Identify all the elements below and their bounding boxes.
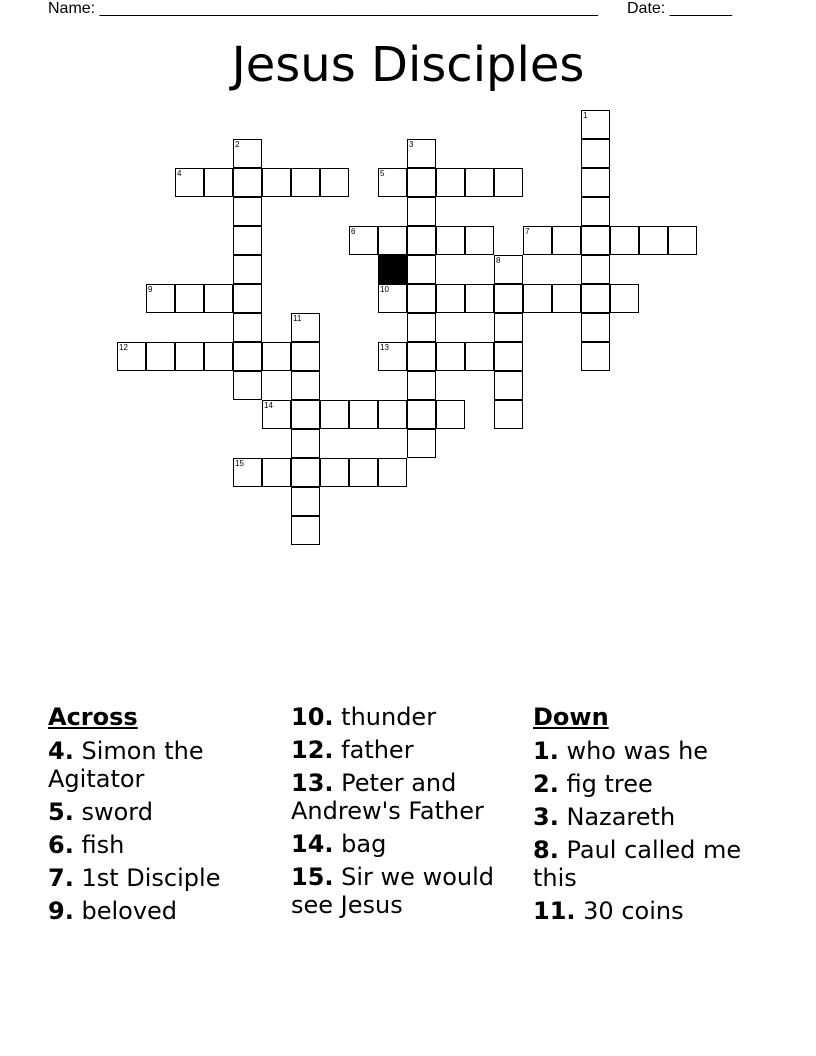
grid-cell[interactable] xyxy=(291,342,320,371)
grid-cell[interactable] xyxy=(581,342,610,371)
clue-number: 4 xyxy=(177,169,182,178)
grid-cell[interactable] xyxy=(494,168,523,197)
grid-cell[interactable] xyxy=(407,400,436,429)
grid-cell[interactable] xyxy=(233,255,262,284)
grid-cell[interactable] xyxy=(465,226,494,255)
grid-cell[interactable] xyxy=(407,197,436,226)
clue-number: 1 xyxy=(583,111,588,120)
grid-cell[interactable] xyxy=(378,168,407,197)
grid-cell[interactable] xyxy=(204,284,233,313)
clue-across-6: 6. fish xyxy=(48,831,125,859)
grid-cell[interactable] xyxy=(146,284,175,313)
grid-cell[interactable] xyxy=(233,342,262,371)
grid-cell[interactable] xyxy=(552,226,581,255)
grid-cell[interactable] xyxy=(378,458,407,487)
clue-across-7: 7. 1st Disciple xyxy=(48,864,221,892)
name-line: Name: ________________________________________________________ xyxy=(48,0,598,17)
across-clues-col1 xyxy=(48,703,278,930)
across-heading: Across xyxy=(48,703,138,731)
grid-cell[interactable] xyxy=(436,226,465,255)
grid-cell[interactable] xyxy=(436,168,465,197)
grid-cell[interactable] xyxy=(494,400,523,429)
grid-cell[interactable] xyxy=(494,313,523,342)
grid-cell[interactable] xyxy=(407,168,436,197)
clue-number: 3 xyxy=(409,140,414,149)
clue-number: 2 xyxy=(235,140,240,149)
clue-number: 7 xyxy=(525,227,530,236)
grid-cell[interactable] xyxy=(262,168,291,197)
clue-across-12: 12. father xyxy=(291,736,414,764)
grid-cell[interactable] xyxy=(581,139,610,168)
grid-cell[interactable] xyxy=(581,226,610,255)
grid-cell[interactable] xyxy=(233,313,262,342)
clue-number: 6 xyxy=(351,227,356,236)
clue-number: 13 xyxy=(380,343,389,352)
grid-cell[interactable] xyxy=(581,313,610,342)
grid-cell[interactable] xyxy=(291,429,320,458)
clue-down-1: 1. who was he xyxy=(533,737,709,765)
grid-cell[interactable] xyxy=(117,342,146,371)
grid-cell[interactable] xyxy=(494,284,523,313)
grid-cell[interactable] xyxy=(262,400,291,429)
clue-across-13: 13. Peter and Andrew's Father xyxy=(291,769,484,825)
grid-cell[interactable] xyxy=(320,458,349,487)
grid-cell[interactable] xyxy=(291,371,320,400)
clue-number: 5 xyxy=(380,169,385,178)
grid-cell[interactable] xyxy=(291,168,320,197)
down-clues xyxy=(533,703,763,930)
grid-cell[interactable] xyxy=(378,400,407,429)
grid-cell[interactable] xyxy=(349,226,378,255)
page-title: Jesus Disciples xyxy=(231,37,585,93)
grid-cell[interactable] xyxy=(175,342,204,371)
grid-cell[interactable] xyxy=(610,284,639,313)
grid-cell[interactable] xyxy=(291,458,320,487)
black-cell xyxy=(378,255,407,284)
grid-cell[interactable] xyxy=(581,168,610,197)
grid-cell[interactable] xyxy=(320,400,349,429)
grid-cell[interactable] xyxy=(233,458,262,487)
grid-cell[interactable] xyxy=(175,168,204,197)
clue-number: 12 xyxy=(119,343,128,352)
grid-cell[interactable] xyxy=(407,255,436,284)
grid-cell[interactable] xyxy=(436,284,465,313)
grid-cell[interactable] xyxy=(523,226,552,255)
grid-cell[interactable] xyxy=(204,168,233,197)
clue-across-14: 14. bag xyxy=(291,830,387,858)
clue-number: 9 xyxy=(148,285,153,294)
clue-number: 8 xyxy=(496,256,501,265)
grid-cell[interactable] xyxy=(552,284,581,313)
grid-cell[interactable] xyxy=(233,139,262,168)
grid-cell[interactable] xyxy=(349,458,378,487)
grid-cell[interactable] xyxy=(233,168,262,197)
grid-cell[interactable] xyxy=(494,342,523,371)
clue-down-3: 3. Nazareth xyxy=(533,803,676,831)
across-clues-col2 xyxy=(291,703,521,924)
grid-cell[interactable] xyxy=(146,342,175,371)
clue-number: 10 xyxy=(380,285,389,294)
clue-number: 11 xyxy=(293,314,302,323)
grid-cell[interactable] xyxy=(291,313,320,342)
grid-cell[interactable] xyxy=(494,371,523,400)
clue-across-9: 9. beloved xyxy=(48,897,178,925)
clue-across-15: 15. Sir we would see Jesus xyxy=(291,863,495,919)
grid-cell[interactable] xyxy=(378,284,407,313)
grid-cell[interactable] xyxy=(494,255,523,284)
grid-cell[interactable] xyxy=(581,284,610,313)
grid-cell[interactable] xyxy=(436,342,465,371)
grid-cell[interactable] xyxy=(407,371,436,400)
grid-cell[interactable] xyxy=(320,168,349,197)
down-heading: Down xyxy=(533,703,609,731)
grid-cell[interactable] xyxy=(233,197,262,226)
grid-cell[interactable] xyxy=(262,458,291,487)
grid-cell[interactable] xyxy=(465,284,494,313)
grid-cell[interactable] xyxy=(581,110,610,139)
clue-number: 15 xyxy=(235,459,244,468)
grid-cell[interactable] xyxy=(668,226,697,255)
grid-cell[interactable] xyxy=(204,342,233,371)
grid-cell[interactable] xyxy=(465,342,494,371)
grid-cell[interactable] xyxy=(407,226,436,255)
grid-cell[interactable] xyxy=(262,342,291,371)
grid-cell[interactable] xyxy=(407,313,436,342)
grid-cell[interactable] xyxy=(639,226,668,255)
clue-across-10: 10. thunder xyxy=(291,703,437,731)
grid-cell[interactable] xyxy=(291,487,320,516)
grid-cell[interactable] xyxy=(175,284,204,313)
grid-cell[interactable] xyxy=(349,400,378,429)
grid-cell[interactable] xyxy=(233,371,262,400)
grid-cell[interactable] xyxy=(291,400,320,429)
grid-cell[interactable] xyxy=(378,226,407,255)
date-line: Date: _______ xyxy=(627,0,732,17)
clue-down-11: 11. 30 coins xyxy=(533,897,684,925)
grid-cell[interactable] xyxy=(291,516,320,545)
grid-cell[interactable] xyxy=(233,284,262,313)
grid-cell[interactable] xyxy=(378,342,407,371)
grid-cell[interactable] xyxy=(407,429,436,458)
grid-cell[interactable] xyxy=(523,284,552,313)
grid-cell[interactable] xyxy=(233,226,262,255)
grid-cell[interactable] xyxy=(610,226,639,255)
grid-cell[interactable] xyxy=(407,342,436,371)
clue-number: 14 xyxy=(264,401,273,410)
clue-down-8: 8. Paul called me this xyxy=(533,836,742,892)
grid-cell[interactable] xyxy=(407,139,436,168)
grid-cell[interactable] xyxy=(436,400,465,429)
clue-across-5: 5. sword xyxy=(48,798,153,826)
grid-cell[interactable] xyxy=(581,197,610,226)
grid-cell[interactable] xyxy=(407,284,436,313)
grid-cell[interactable] xyxy=(581,255,610,284)
clue-across-4: 4. Simon the Agitator xyxy=(48,737,204,793)
grid-cell[interactable] xyxy=(465,168,494,197)
clue-down-2: 2. fig tree xyxy=(533,770,653,798)
